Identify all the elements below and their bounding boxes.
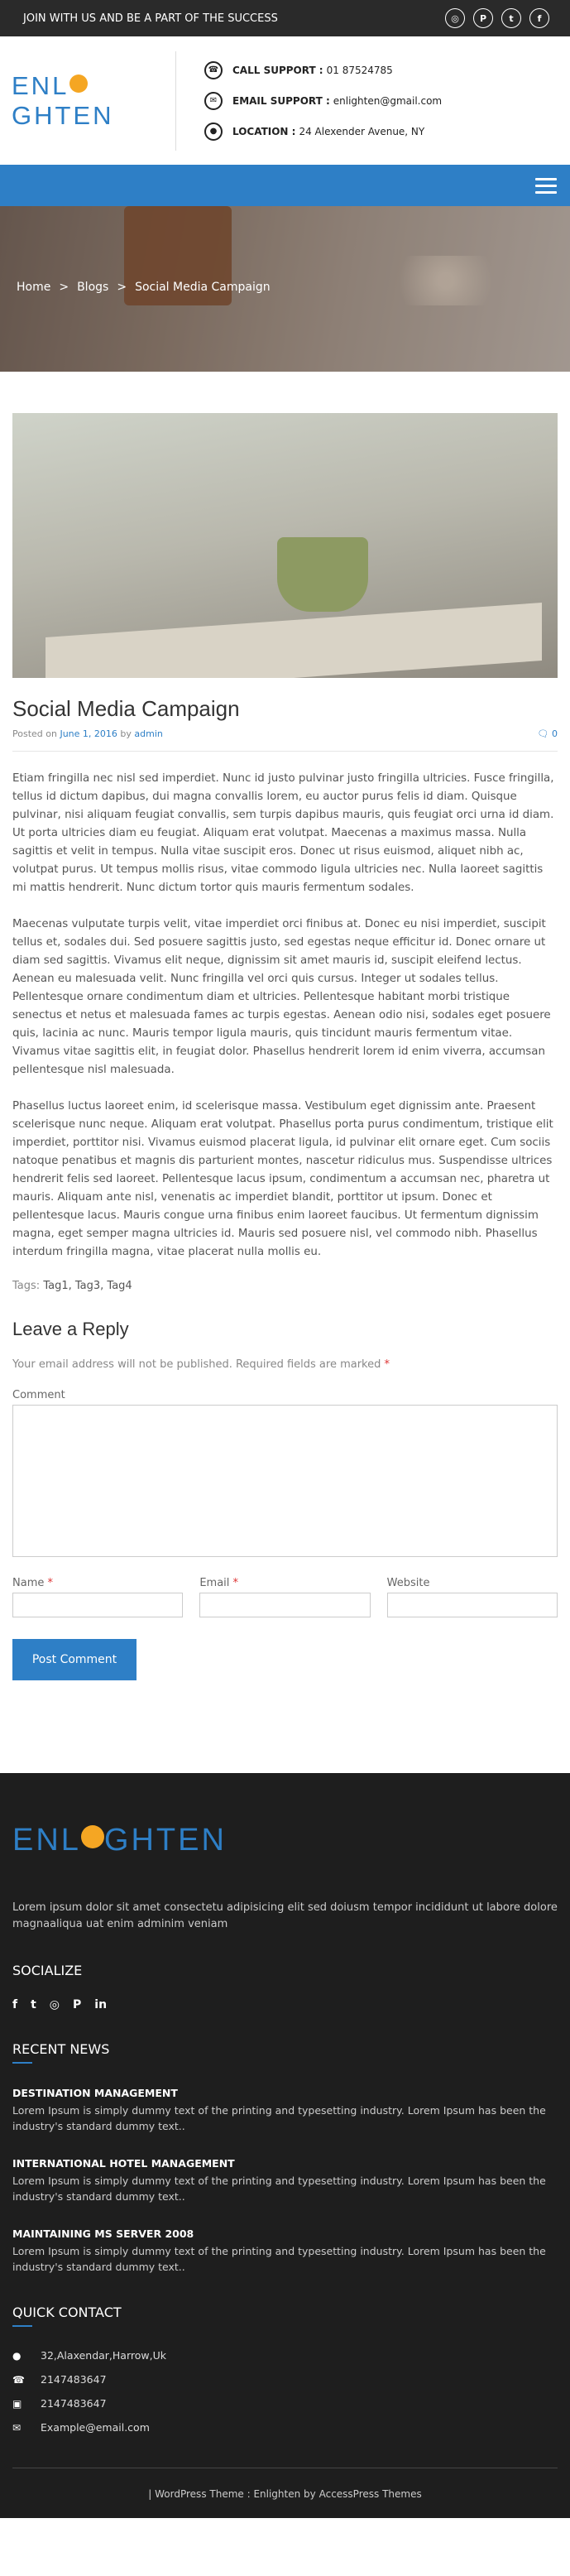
qc-fax: ▣ 2147483647	[12, 2397, 107, 2410]
breadcrumb-blogs[interactable]: Blogs	[77, 281, 109, 294]
website-label: Website	[386, 1577, 430, 1589]
footer-logo[interactable]: ENL GHTEN	[12, 1823, 227, 1858]
phone-icon: ☎	[12, 2373, 25, 2386]
news-item	[12, 2157, 558, 2204]
email-support	[204, 85, 442, 116]
email-support-value[interactable]: enlighten@gmail.com	[333, 94, 443, 107]
twitter-icon[interactable]: t	[501, 8, 521, 28]
news-title[interactable]: MAINTAINING MS SERVER 2008	[12, 2228, 194, 2240]
logo-text-right: GHTEN	[12, 100, 114, 130]
call-support-value: 01 87524785	[326, 64, 393, 76]
news-text: Lorem Ipsum is simply dummy text of the printing and typesetting industry. Lorem Ipsum has been the industry's standard dummy text..	[12, 2175, 546, 2203]
tag-link[interactable]: Tag3	[74, 1280, 101, 1292]
author-fields	[12, 1577, 558, 1617]
qc-address: ● 32,Alaxendar,Harrow,Uk	[12, 2349, 166, 2362]
logo-text-left: ENL	[12, 70, 69, 100]
site-header	[0, 36, 570, 165]
location-value: 24 Alexender Avenue, NY	[299, 125, 425, 137]
quick-contact-title: QUICK CONTACT	[12, 2304, 122, 2320]
footer-description: Lorem ipsum dolor sit amet consectetu adipisicing elit sed doiusm tempor incididunt ut labore dolore magnaaliqua uat enim adminim veniam	[12, 1901, 558, 1930]
page-banner	[0, 206, 570, 372]
post-date[interactable]: June 1, 2016	[60, 728, 117, 739]
site-footer	[0, 1773, 570, 2518]
news-title[interactable]: DESTINATION MANAGEMENT	[12, 2087, 178, 2099]
website-input[interactable]	[387, 1593, 558, 1617]
name-input[interactable]	[12, 1593, 183, 1617]
sun-icon	[69, 74, 88, 93]
qc-email: ✉ Example@email.com	[12, 2421, 150, 2434]
post-paragraph: Phasellus luctus laoreet enim, id scelerisque massa. Vestibulum eget dignissim ante. Praesent scelerisque nunc neque. Aliquam erat volutpat. Phasellus porta purus condimentum, tristique elit imperdiet, porttitor nisi. Vivamus euismod placerat ligula, id pulvinar elit ornare eget. Cum sociis natoque penatibus et magnis dis parturient montes, nascetur ridiculus mus. Suspendisse ultrices hendrerit felis sed laoreet. Pellentesque lacus ipsum, condimentum a accumsan nec, pharetra ut mauris. Aliquam ante nisl, venenatis ac imperdiet blandit, porttitor ut ipsum. Donec et pellentesque lacus. Mauris congue urna finibus enim laoreet faucibus. Ut fermentum dignissim magna, eget semper magna ultricies id. Mauris sed posuere nisl, vel commodo nibh. Phasellus interdum fringilla magna, vitae placerat nulla mollis eu.	[12, 1100, 553, 1258]
location-icon: ●	[12, 2349, 22, 2362]
author-link[interactable]: AccessPress Themes	[319, 2488, 422, 2500]
phone-icon: ☎	[204, 61, 223, 79]
email-label: Email *	[199, 1577, 239, 1589]
post-author[interactable]: admin	[134, 728, 163, 739]
mail-icon: ✉	[12, 2421, 22, 2434]
top-social-links	[445, 8, 549, 28]
news-item	[12, 2087, 558, 2134]
hamburger-menu-icon[interactable]	[535, 178, 557, 194]
post-meta: Posted on June 1, 2016 by admin 🗨 0	[12, 728, 558, 752]
header-contacts	[176, 55, 442, 147]
recent-news-title: RECENT NEWS	[12, 2041, 110, 2057]
news-text: Lorem Ipsum is simply dummy text of the printing and typesetting industry. Lorem Ipsum has been the industry's standard dummy text..	[12, 2245, 546, 2273]
location	[204, 116, 442, 147]
logo-container	[0, 51, 176, 151]
post-featured-image	[12, 413, 558, 678]
comment-textarea[interactable]	[12, 1405, 558, 1557]
pinterest-icon[interactable]: P	[73, 1998, 82, 2011]
call-support	[204, 55, 442, 85]
tag-link[interactable]: Tag1	[43, 1280, 69, 1292]
comment-label: Comment	[12, 1389, 65, 1401]
post-paragraph: Etiam fringilla nec nisl sed imperdiet. Nunc id justo pulvinar justo fringilla ultricies. Fusce fringilla, tellus id dictum dapibus, dui magna convallis lorem, eu auctor purus felis id diam. Quisque pulvinar, nisi aliquam feugiat convallis, sem turpis dapibus mauris, quis feugiat orci urna id diam. Ut porta ultricies diam eu feugiat. Aliquam erat volutpat. Maecenas a maximus massa. Nulla sagittis et velit in tempus. Nulla vitae suscipit eros. Donec ut risus euismod, aliquet nibh ac, volutpat purus. Ut tempus mollis risus, vitae commodo ligula ultricies nec. Nulla laoreet sagittis mi mattis hendrerit. Nunc dictum tortor quis mauris fermentum sodales.	[12, 772, 554, 894]
facebook-icon[interactable]: f	[12, 1998, 18, 2011]
news-title[interactable]: INTERNATIONAL HOTEL MANAGEMENT	[12, 2157, 235, 2170]
pinterest-icon[interactable]: P	[473, 8, 493, 28]
instagram-icon[interactable]: ◎	[49, 1998, 60, 2011]
post-comment-button[interactable]: Post Comment	[12, 1639, 137, 1680]
comment-icon: 🗨	[537, 728, 549, 739]
email-support-label: EMAIL SUPPORT :	[232, 94, 330, 107]
post-content	[12, 770, 558, 1262]
location-label: LOCATION :	[232, 125, 296, 137]
quick-contact	[12, 2343, 558, 2439]
email-input[interactable]	[199, 1593, 370, 1617]
comments-count[interactable]: 🗨 0	[537, 728, 558, 739]
tag-link[interactable]: Tag4	[107, 1280, 132, 1292]
breadcrumb-current: Social Media Campaign	[135, 281, 271, 294]
location-icon: ●	[204, 123, 223, 141]
fax-icon: ▣	[12, 2397, 22, 2410]
mail-icon: ✉	[204, 92, 223, 110]
reply-note: Your email address will not be published. Required fields are marked *	[12, 1358, 390, 1371]
news-item	[12, 2228, 558, 2275]
post-tags: Tags: Tag1, Tag3, Tag4	[12, 1280, 132, 1292]
instagram-icon[interactable]: ◎	[445, 8, 465, 28]
theme-link[interactable]: Enlighten	[253, 2488, 301, 2500]
name-label: Name *	[12, 1577, 53, 1589]
reply-title: Leave a Reply	[12, 1319, 129, 1339]
sun-icon	[81, 1825, 104, 1848]
twitter-icon[interactable]: t	[31, 1998, 36, 2011]
news-text: Lorem Ipsum is simply dummy text of the printing and typesetting industry. Lorem Ipsum has been the industry's standard dummy text..	[12, 2104, 546, 2132]
post-paragraph: Maecenas vulputate turpis velit, vitae imperdiet orci finibus at. Donec eu nisi imperdiet, suscipit tellus et, sodales dui. Sed posuere sagittis justo, sed egestas neque efficitur id. Donec ornare ut diam sed sagittis. Vivamus elit neque, dignissim sit amet mauris id, suscipit eleifend lectus. Aenean eu malesuada velit. Nunc fringilla vel orci quis cursus. Integer ut sodales tellus. Pellentesque ornare condimentum diam et ultricies. Pellentesque habitant morbi tristique senectus et netus et malesuada fames ac turpis egestas. Aenean odio nisi, sodales eget posuere quis, lacinia ac nunc. Mauris tempor ligula mauris, quis tincidunt mauris fermentum vitae. Vivamus vitae sagittis elit, in feugiat dolor. Phasellus hendrerit lorem id enim viverra, accumsan pellentesque nisl malesuada.	[12, 918, 551, 1076]
socialize-title: SOCIALIZE	[12, 1963, 83, 1978]
top-bar	[0, 0, 570, 36]
linkedin-icon[interactable]: in	[94, 1998, 108, 2011]
breadcrumb: Home > Blogs > Social Media Campaign	[17, 281, 271, 294]
comment-form	[12, 1319, 558, 1680]
site-logo[interactable]	[12, 71, 175, 131]
copyright: | WordPress Theme : Enlighten by AccessPress Themes	[12, 2468, 558, 2500]
post-title: Social Media Campaign	[12, 696, 240, 721]
footer-social-links	[12, 1998, 558, 2011]
qc-phone: ☎ 2147483647	[12, 2373, 107, 2386]
breadcrumb-home[interactable]: Home	[17, 281, 51, 294]
main-nav	[0, 165, 570, 206]
call-support-label: CALL SUPPORT :	[232, 64, 323, 76]
coffee-cup-image	[277, 537, 368, 612]
top-tagline: JOIN WITH US AND BE A PART OF THE SUCCESS	[23, 12, 278, 25]
facebook-icon[interactable]: f	[529, 8, 549, 28]
